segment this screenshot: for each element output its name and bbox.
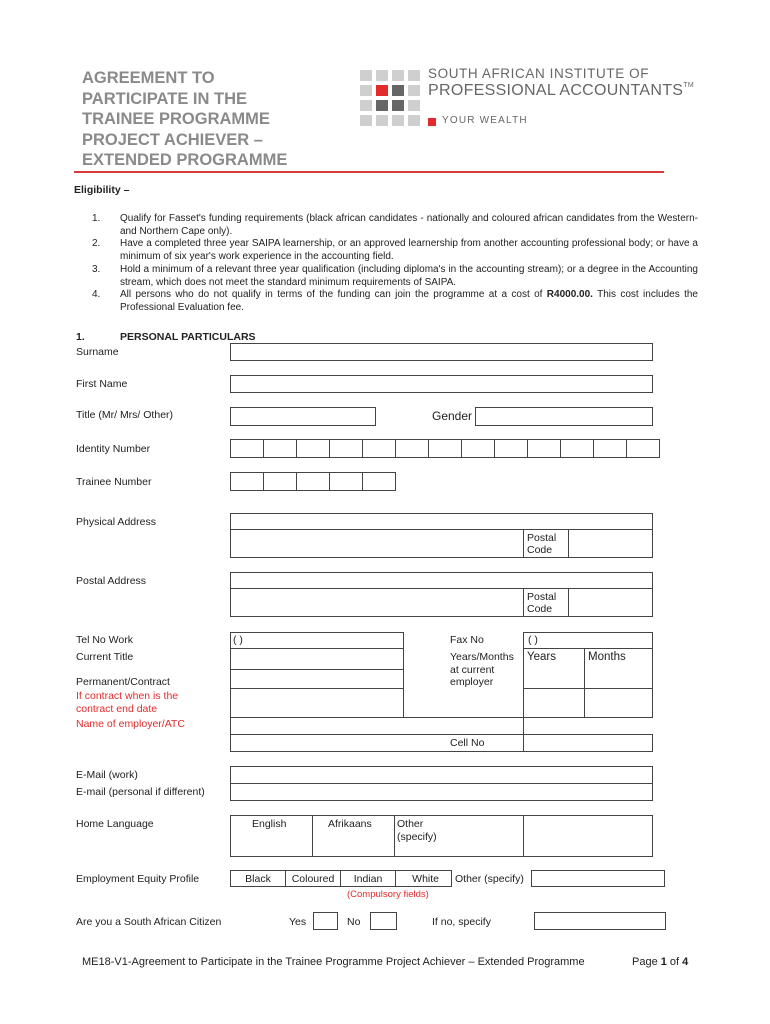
eligibility-heading: Eligibility – [74,184,130,196]
employer-atc-label: Name of employer/ATC [76,718,185,730]
logo-square [376,100,388,111]
title-line: TRAINEE PROGRAMME [82,110,270,128]
ee-other-field[interactable] [531,870,665,887]
home-language-label: Home Language [76,818,154,830]
page-total: 4 [682,956,689,968]
months-label: Months [588,651,626,663]
fax-field[interactable] [523,632,653,649]
item-number: 3. [92,263,101,275]
logo-square [408,85,420,96]
permanent-contract-label: Permanent/Contract [76,676,170,688]
logo-square [376,85,388,96]
identity-digit-box[interactable] [461,439,495,458]
identity-digit-box[interactable] [296,439,330,458]
logo-square [360,100,372,111]
trademark-mark: TM [683,82,694,89]
title-line: PARTICIPATE IN THE [82,89,247,108]
trainee-digit-box[interactable] [263,472,297,491]
item-text-after: This cost includes the Professional Evaluation fee. [120,289,698,313]
physical-address-line2[interactable] [230,529,524,558]
contract-end-date-field[interactable] [230,688,404,718]
email-work-label: E-Mail (work) [76,769,138,781]
first-name-label: First Name [76,378,128,390]
trainee-digit-box[interactable] [329,472,363,491]
current-title-field[interactable] [230,648,404,670]
identity-digit-box[interactable] [527,439,561,458]
ee-option-coloured[interactable]: Coloured [285,870,341,887]
identity-digit-box[interactable] [230,439,264,458]
logo-square [392,100,404,111]
surname-label: Surname [76,346,119,358]
item-number: 4. [92,289,101,301]
physical-postal-code-field[interactable] [568,529,653,558]
extra-cell[interactable] [584,688,653,718]
ee-option-white[interactable]: White [395,870,452,887]
logo-square [376,70,388,81]
tel-work-field[interactable] [230,632,404,649]
cell-label: Cell No [450,737,485,749]
language-english-label: English [252,818,287,830]
section-number: 1. [76,331,85,343]
identity-digit-box[interactable] [263,439,297,458]
gender-label: Gender [432,409,473,423]
logo-square [392,70,404,81]
postal-code-label: Postal Code [527,532,557,556]
logo-square [376,115,388,126]
identity-digit-box[interactable] [395,439,429,458]
title-line: AGREEMENT TO [82,69,215,87]
logo-square [392,85,404,96]
eligibility-item [92,238,698,263]
item-number: 2. [92,238,101,250]
page-number [632,956,688,968]
identity-digit-box[interactable] [428,439,462,458]
language-other-label: Other (specify) [397,818,437,843]
identity-digit-box[interactable] [560,439,594,458]
identity-digit-box[interactable] [626,439,660,458]
logo-square [360,85,372,96]
item-text: Qualify for Fasset's funding requirements (black african candidates - nationally and coloured african candidates from the Western- and Northern Cape only). [120,213,698,237]
if-no-specify-label: If no, specify [432,916,491,928]
surname-field[interactable] [230,343,653,361]
trainee-digit-box[interactable] [296,472,330,491]
citizen-specify-field[interactable] [534,912,666,930]
ee-option-black[interactable]: Black [230,870,286,887]
eligibility-item [92,264,698,289]
physical-address-label: Physical Address [76,516,156,528]
tel-work-label: Tel No Work [76,634,133,646]
page-prefix: Page [632,956,661,968]
eligibility-list [92,213,698,315]
logo-red-square-icon [428,118,436,126]
header-divider [74,171,664,173]
identity-digit-box[interactable] [329,439,363,458]
permanent-contract-field[interactable] [230,669,404,689]
page-of: of [666,956,683,968]
logo-square [360,115,372,126]
postal-address-label: Postal Address [76,575,147,587]
item-text: Have a completed three year SAIPA learnership, or an approved learnership from another accounting professional body; or have a minimum of six year's work experience in the accounting field. [120,238,698,263]
extra-cell[interactable] [523,688,585,718]
years-months-label: Years/Months at current employer [450,651,514,688]
language-afrikaans-label: Afrikaans [328,818,372,830]
postal-code-label: Postal Code [527,591,557,615]
no-label: No [347,916,361,928]
postal-address-line1[interactable] [230,572,653,589]
logo-text-line2-main: PROFESSIONAL ACCOUNTANTS [428,82,684,99]
eligibility-item [92,289,698,314]
title-line: PROJECT ACHIEVER – [82,130,263,149]
section-heading: PERSONAL PARTICULARS [120,331,256,343]
first-name-field[interactable] [230,375,653,393]
title-line: EXTENDED PROGRAMME [82,151,288,169]
logo-text-line2 [428,82,694,100]
footer-document-reference: ME18-V1-Agreement to Participate in the Trainee Programme Project Achiever – Extended Programme [82,956,585,968]
identity-digit-box[interactable] [362,439,396,458]
postal-postal-code-field[interactable] [568,588,653,617]
citizen-label: Are you a South African Citizen [76,916,222,928]
eligibility-item [92,213,698,238]
employer-atc-field[interactable] [230,717,524,735]
ee-other-label: Other (specify) [455,873,524,885]
logo-square [408,115,420,126]
tel-area-code: ( ) [233,634,243,646]
title-field[interactable] [230,407,376,426]
logo-square [392,115,404,126]
logo-square [408,70,420,81]
contract-end-note: If contract when is the contract end date [76,690,179,715]
fax-area-code: ( ) [528,634,538,646]
email-personal-label: E-mail (personal if different) [76,786,205,798]
item-number: 1. [92,213,101,224]
compulsory-note: (Compulsory fields) [347,889,429,900]
page-current: 1 [660,956,667,968]
identity-digit-box[interactable] [593,439,627,458]
ee-option-indian[interactable]: Indian [340,870,396,887]
trainee-number-label: Trainee Number [76,476,152,488]
language-other-specify-field[interactable] [523,815,653,857]
postal-address-line2[interactable] [230,588,524,617]
citizen-no-checkbox[interactable] [370,912,397,930]
item-text-before: All persons who do not qualify in terms of the funding can join the programme at a cost of [120,289,547,301]
item-text-bold: R4000.00. [546,289,593,301]
title-label: Title (Mr/ Mrs/ Other) [76,409,174,421]
gender-field[interactable] [475,407,653,426]
logo-tagline: YOUR WEALTH [442,115,528,126]
trainee-digit-box[interactable] [230,472,264,491]
citizen-yes-checkbox[interactable] [313,912,338,930]
logo-square [360,70,372,81]
item-text: Hold a minimum of a relevant three year qualification (including diploma's in the accounting stream); or a degree in the Accounting stream, which does not meet the standard minimum requirements of SAIPA. [120,263,698,288]
ee-profile-label: Employment Equity Profile [76,873,200,885]
email-work-field[interactable] [230,766,653,784]
yes-label: Yes [289,916,307,928]
identity-number-label: Identity Number [76,443,151,455]
cell-field[interactable] [523,734,653,752]
saipa-logo-grid-icon [360,70,424,126]
email-personal-field[interactable] [230,783,653,801]
logo-square [408,100,420,111]
fax-label: Fax No [450,634,484,646]
trainee-digit-box[interactable] [362,472,396,491]
logo-text-line1: SOUTH AFRICAN INSTITUTE OF [428,66,650,81]
physical-address-line1[interactable] [230,513,653,530]
identity-digit-box[interactable] [494,439,528,458]
current-title-label: Current Title [76,651,134,663]
document-title [82,68,342,171]
years-label: Years [527,651,556,663]
